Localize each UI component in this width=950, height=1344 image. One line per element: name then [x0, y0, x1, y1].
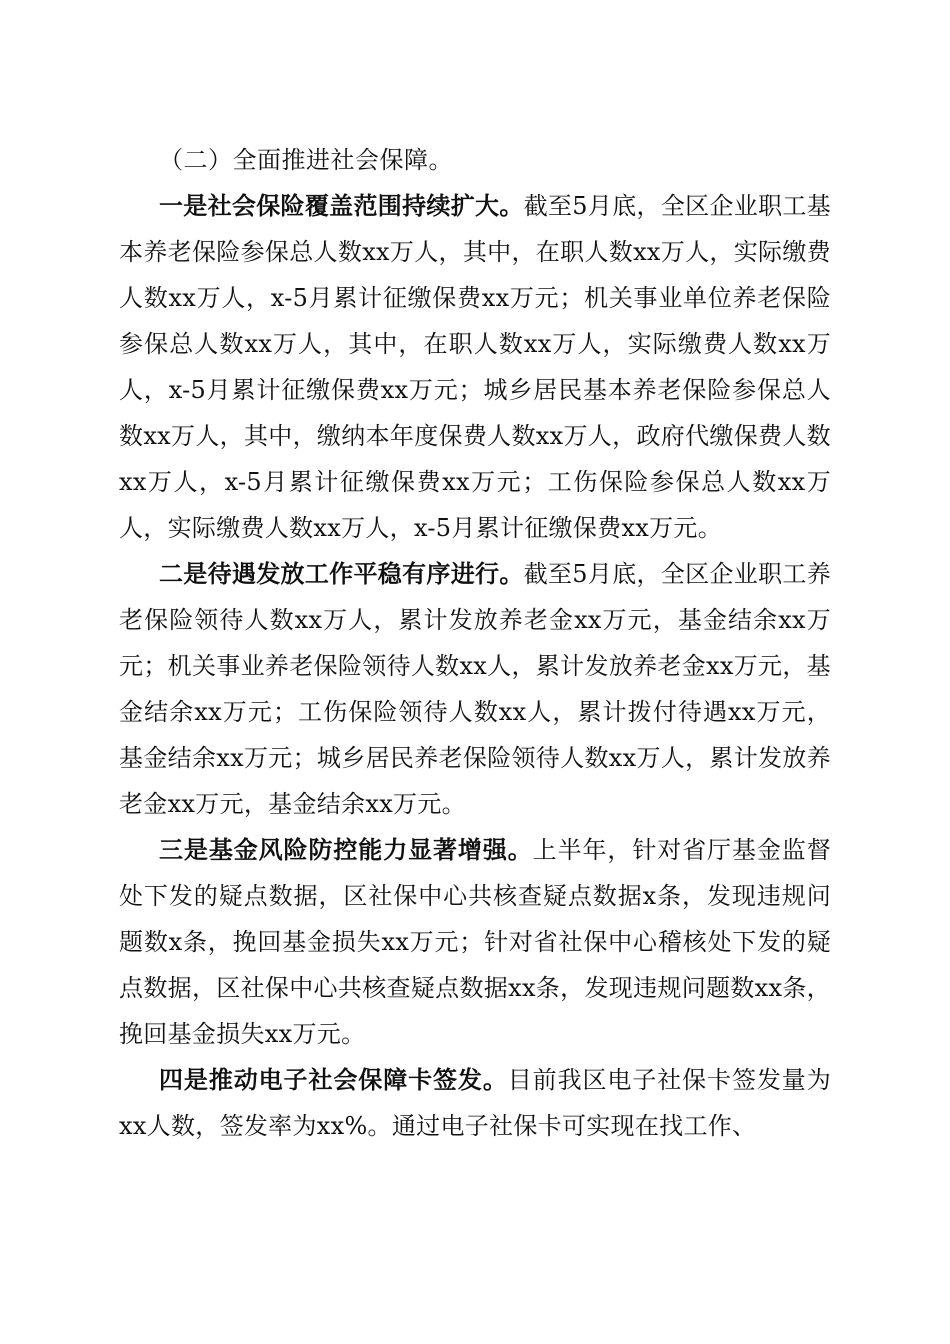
paragraph-insurance-coverage [119, 183, 831, 551]
paragraph-lead: 四是推动电子社会保障卡签发。 [159, 1065, 508, 1094]
paragraph-lead: 三是基金风险防控能力显著增强。 [159, 835, 533, 864]
section-heading: （二）全面推进社会保障。 [159, 146, 453, 174]
paragraph-lead: 一是社会保险覆盖范围持续扩大。 [159, 191, 524, 220]
paragraph-body: 截至5月底，全区企业职工基本养老保险参保总人数xx万人，其中，在职人数xx万人，实际缴费人数xx万人，x-5月累计征缴保费xx万元；机关事业单位养老保险参保总人数xx万人，其中，在职人数xx万人，实际缴费人数xx万人，x-5月累计征缴保费xx万元；城乡居民基本养老保险参保总人数xx万人，其中，缴纳本年度保费人数xx万人，政府代缴保费人数xx万人，x-5月累计征缴保费xx万元；工伤保险参保总人数xx万人，实际缴费人数xx万人，x-5月累计征缴保费xx万元。 [119, 192, 832, 542]
paragraph-body: 截至5月底，全区企业职工养老保险领待人数xx万人，累计发放养老金xx万元，基金结余xx万元；机关事业养老保险领待人数xx人，累计发放养老金xx万元，基金结余xx万元；工伤保险领待人数xx人，累计拨付待遇xx万元，基金结余xx万元；城乡居民养老保险领待人数xx万人，累计发放养老金xx万元，基金结余xx万元。 [119, 560, 832, 818]
paragraph-body: 目前我区电子社保卡签发量为xx人数，签发率为xx%。通过电子社保卡可实现在找工作、 [119, 1066, 831, 1140]
paragraph-electronic-card [119, 1057, 831, 1149]
document-body [119, 137, 831, 1149]
paragraph-lead: 二是待遇发放工作平稳有序进行。 [159, 559, 524, 588]
paragraph-benefit-payment [119, 551, 831, 827]
paragraph-fund-risk-control [119, 827, 831, 1057]
paragraph-body: 上半年，针对省厅基金监督处下发的疑点数据，区社保中心共核查疑点数据x条，发现违规问题数x条，挽回基金损失xx万元；针对省社保中心稽核处下发的疑点数据，区社保中心共核查疑点数据xx条，发现违规问题数xx条，挽回基金损失xx万元。 [119, 836, 831, 1048]
